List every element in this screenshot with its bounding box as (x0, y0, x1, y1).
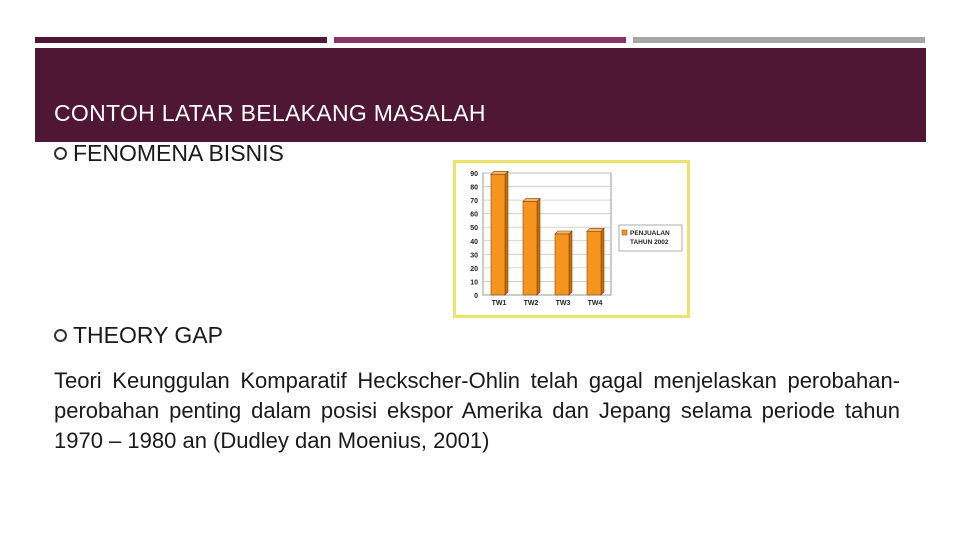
bar (587, 231, 601, 295)
bar (491, 174, 505, 295)
legend-label: TAHUN 2002 (630, 239, 669, 246)
legend-swatch (622, 230, 627, 235)
y-tick-label: 10 (470, 279, 478, 287)
legend-label: PENJUALAN (630, 230, 670, 237)
y-tick-label: 50 (470, 225, 478, 233)
bar (523, 201, 537, 295)
theory-gap-paragraph: Teori Keunggulan Komparatif Heckscher-Ohlin telah gagal menjelaskan perobahan-perobahan penting dalam posisi ekspor Amerika dan Jepang selama periode tahun 1970 – 1980 an (Dudley dan Moenius, 2001) (54, 368, 900, 453)
slide-title: CONTOH LATAR BELAKANG MASALAH (54, 100, 486, 126)
bullet-ring-icon (54, 147, 67, 160)
y-tick-label: 30 (470, 252, 478, 260)
x-tick-label: TW2 (523, 300, 539, 307)
bar-side (537, 198, 540, 295)
bullet-fenomena-label: FENOMENA BISNIS (73, 139, 284, 166)
sales-chart-svg (456, 163, 687, 315)
bullet-fenomena (54, 138, 284, 168)
bar-top (491, 171, 508, 174)
bar-side (569, 231, 572, 295)
accent-bar-medium (334, 37, 626, 43)
bullet-ring-icon (54, 329, 67, 342)
y-tick-label: 0 (474, 293, 478, 300)
bar-side (505, 171, 508, 295)
y-tick-label: 40 (470, 238, 478, 246)
x-tick-label: TW3 (555, 300, 571, 307)
x-tick-label: TW4 (587, 300, 603, 307)
bullet-theory-gap-label: THEORY GAP (73, 322, 223, 348)
legend-box (619, 225, 682, 251)
bar-side (601, 228, 604, 295)
y-tick-label: 20 (470, 265, 478, 273)
bar-top (587, 228, 604, 231)
bar (555, 234, 569, 295)
title-band (35, 48, 926, 142)
bar-top (523, 198, 540, 201)
x-tick-label: TW1 (491, 300, 507, 307)
sales-chart (453, 160, 690, 318)
y-tick-label: 90 (470, 171, 478, 178)
accent-bar-gray (633, 37, 925, 43)
accent-bar-dark (35, 37, 327, 43)
bar-top (555, 231, 572, 234)
bullet-theory-gap (54, 322, 223, 349)
y-tick-label: 80 (470, 184, 478, 192)
y-tick-label: 70 (470, 198, 478, 206)
y-tick-label: 60 (470, 211, 478, 219)
